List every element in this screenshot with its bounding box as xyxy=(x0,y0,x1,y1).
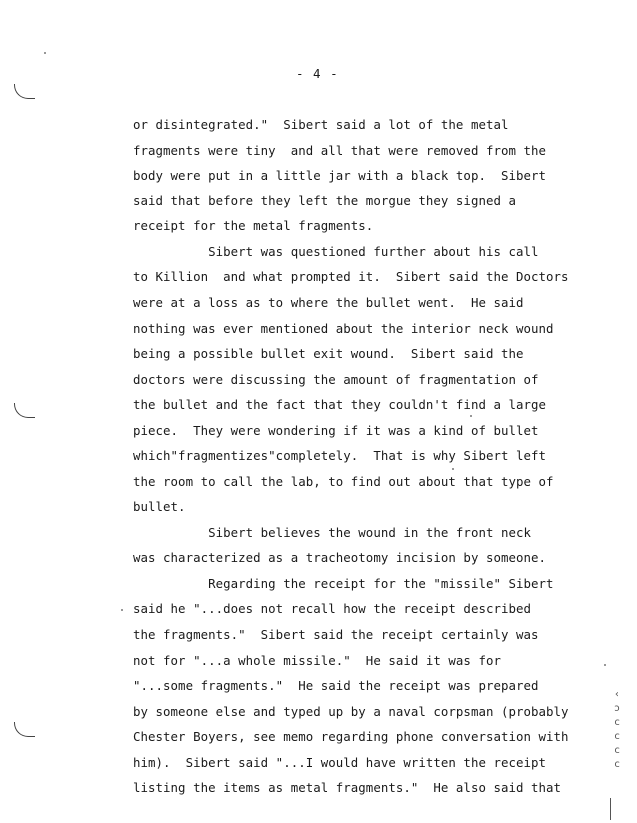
text-line: body were put in a little jar with a black top. Sibert xyxy=(133,168,547,183)
text-line: Sibert believes the wound in the front neck xyxy=(133,525,532,540)
text-line: fragments were tiny and all that were removed from the xyxy=(133,143,547,158)
text-line: said that before they left the morgue they signed a xyxy=(133,193,516,208)
page-number: - 4 - xyxy=(296,66,339,81)
punch-hole-mark xyxy=(14,84,35,99)
text-line: by someone else and typed up by a naval corpsman (probably xyxy=(133,704,569,719)
margin-marks: ‹ ɔ c c c c xyxy=(614,689,621,770)
text-line: "...some fragments." He said the receipt was prepared xyxy=(133,678,539,693)
scan-speck xyxy=(121,609,123,611)
text-line: or disintegrated." Sibert said a lot of the metal xyxy=(133,117,509,132)
text-line: which"fragmentizes"completely. That is why Sibert left xyxy=(133,448,547,463)
text-line: Chester Boyers, see memo regarding phone conversation with xyxy=(133,729,569,744)
text-line: were at a loss as to where the bullet went. He said xyxy=(133,295,524,310)
text-line: bullet. xyxy=(133,499,186,514)
scan-speck xyxy=(470,415,472,417)
text-line: Regarding the receipt for the "missile" Sibert xyxy=(133,576,554,591)
text-line: the bullet and the fact that they couldn't find a large xyxy=(133,397,547,412)
text-line: being a possible bullet exit wound. Sibert said the xyxy=(133,346,524,361)
text-line: the room to call the lab, to find out about that type of xyxy=(133,474,554,489)
text-line: receipt for the metal fragments. xyxy=(133,218,374,233)
scan-speck xyxy=(604,664,606,666)
scan-speck xyxy=(452,468,454,470)
text-line: the fragments." Sibert said the receipt certainly was xyxy=(133,627,539,642)
text-line: doctors were discussing the amount of fragmentation of xyxy=(133,372,539,387)
text-line: to Killion and what prompted it. Sibert said the Doctors xyxy=(133,269,569,284)
text-line: listing the items as metal fragments." He also said that xyxy=(133,780,562,795)
text-line: him). Sibert said "...I would have written the receipt xyxy=(133,755,547,770)
text-line: Sibert was questioned further about his call xyxy=(133,244,539,259)
punch-hole-mark xyxy=(14,403,35,418)
text-line: said he "...does not recall how the receipt described xyxy=(133,601,532,616)
scan-speck xyxy=(44,52,46,54)
edge-tick-mark xyxy=(610,798,611,820)
text-line: not for "...a whole missile." He said it was for xyxy=(133,653,501,668)
text-line: was characterized as a tracheotomy incision by someone. xyxy=(133,550,547,565)
punch-hole-mark xyxy=(14,722,35,737)
text-line: nothing was ever mentioned about the interior neck wound xyxy=(133,321,554,336)
text-line: piece. They were wondering if it was a kind of bullet xyxy=(133,423,539,438)
